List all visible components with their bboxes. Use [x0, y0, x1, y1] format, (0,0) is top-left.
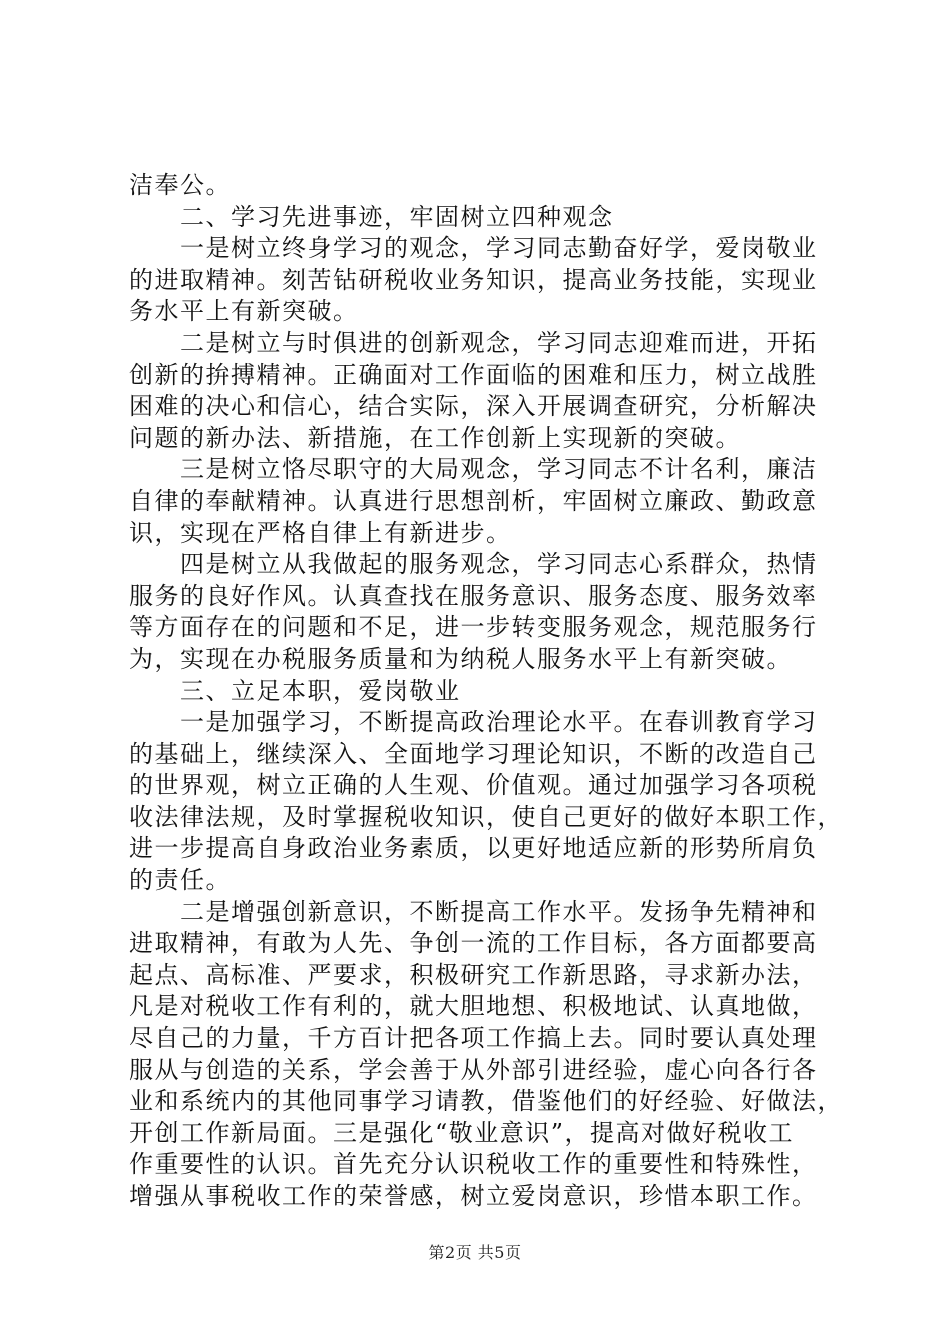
text-line: 三是树立恪尽职守的大局观念，学习同志不计名利，廉洁 — [129, 455, 818, 484]
section-heading: 二、学习先进事迹，牢固树立四种观念 — [129, 202, 614, 231]
text-line: 业和系统内的其他同事学习请教，借鉴他们的好经验、好做法， — [129, 1087, 843, 1116]
text-line: 尽自己的力量，千方百计把各项工作搞上去。同时要认真处理 — [129, 1024, 818, 1053]
text-line: 问题的新办法、新措施，在工作创新上实现新的突破。 — [129, 423, 741, 452]
text-line: 四是树立从我做起的服务观念，学习同志心系群众，热情 — [129, 550, 818, 579]
text-line: 等方面存在的问题和不足，进一步转变服务观念，规范服务行 — [129, 613, 818, 642]
text-line: 服务的良好作风。认真查找在服务意识、服务态度、服务效率 — [129, 581, 818, 610]
text-line: 务水平上有新突破。 — [129, 297, 359, 326]
text-line: 二是树立与时俱进的创新观念，学习同志迎难而进，开拓 — [129, 328, 818, 357]
text-line: 创新的拚搏精神。正确面对工作面临的困难和压力，树立战胜 — [129, 360, 818, 389]
text-line: 增强从事税收工作的荣誉感，树立爱岗意识，珍惜本职工作。 — [129, 1182, 818, 1210]
text-line: 开创工作新局面。三是强化“敬业意识”，提高对做好税收工 — [129, 1118, 795, 1147]
text-line: 二是增强创新意识，不断提高工作水平。发扬争先精神和 — [129, 897, 818, 926]
text-line: 凡是对税收工作有利的，就大胆地想、积极地试、认真地做， — [129, 992, 818, 1021]
text-line: 识，实现在严格自律上有新进步。 — [129, 518, 512, 547]
text-line: 的进取精神。刻苦钻研税收业务知识，提高业务技能，实现业 — [129, 265, 818, 294]
text-line: 洁奉公。 — [129, 171, 231, 199]
page-number-footer: 第2页 共5页 — [428, 1243, 522, 1262]
text-line: 的世界观，树立正确的人生观、价值观。通过加强学习各项税 — [129, 771, 818, 800]
text-line: 服从与创造的关系，学会善于从外部引进经验，虚心向各行各 — [129, 1055, 818, 1084]
text-line: 进取精神，有敢为人先、争创一流的工作目标，各方面都要高 — [129, 929, 818, 958]
text-line: 一是加强学习，不断提高政治理论水平。在春训教育学习 — [129, 708, 818, 737]
text-line: 进一步提高自身政治业务素质，以更好地适应新的形势所肩负 — [129, 834, 818, 863]
text-line: 一是树立终身学习的观念，学习同志勤奋好学，爱岗敬业 — [129, 234, 818, 263]
section-heading: 三、立足本职，爱岗敬业 — [129, 676, 461, 705]
text-line: 的基础上，继续深入、全面地学习理论知识，不断的改造自己 — [129, 739, 818, 768]
text-line: 为，实现在办税服务质量和为纳税人服务水平上有新突破。 — [129, 644, 792, 673]
text-line: 起点、高标准、严要求，积极研究工作新思路，寻求新办法， — [129, 960, 818, 989]
text-line: 作重要性的认识。首先充分认识税收工作的重要性和特殊性， — [129, 1150, 818, 1179]
text-line: 困难的决心和信心，结合实际，深入开展调查研究，分析解决 — [129, 392, 818, 421]
text-line: 的责任。 — [129, 866, 231, 895]
text-line: 自律的奉献精神。认真进行思想剖析，牢固树立廉政、勤政意 — [129, 486, 818, 515]
text-line: 收法律法规，及时掌握税收知识，使自己更好的做好本职工作， — [129, 802, 843, 831]
document-body — [129, 170, 843, 1213]
